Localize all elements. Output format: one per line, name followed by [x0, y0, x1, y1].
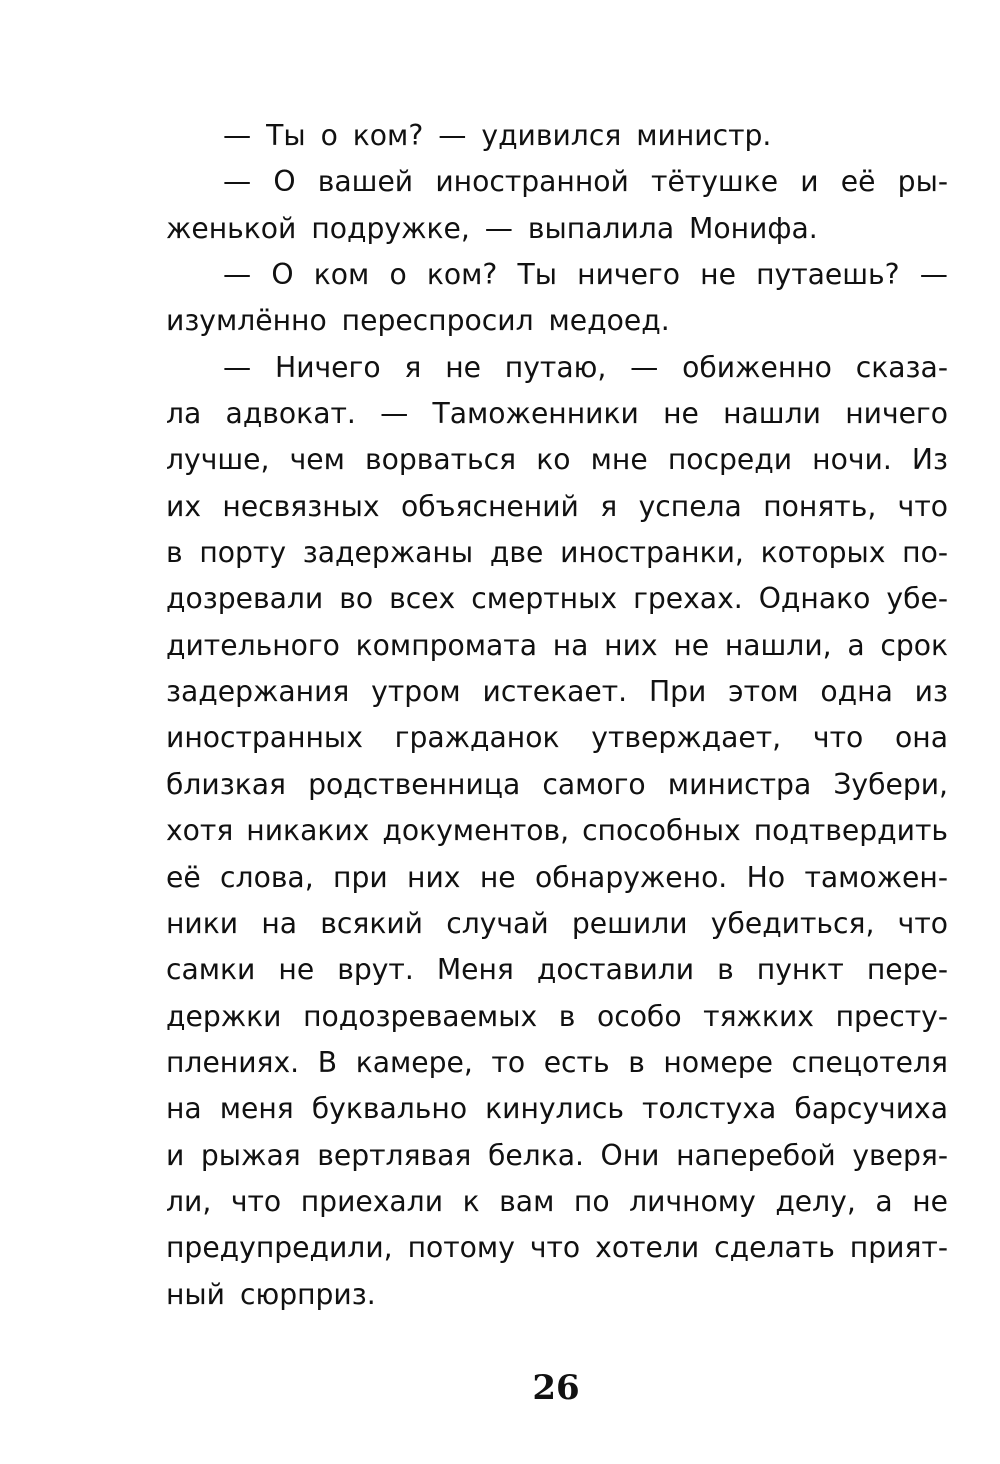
- text-line: лучше, чем ворваться ко мне посреди ночи. Из: [166, 443, 948, 477]
- text-line: ла адвокат. — Таможенники не нашли ничего: [166, 397, 948, 431]
- text-line: изумлённо переспросил медоед.: [166, 304, 670, 338]
- text-line: — Ничего я не путаю, — обиженно сказа-: [223, 350, 948, 384]
- text-line: — Ты о ком? — удивился министр.: [223, 119, 772, 152]
- text-line: плениях. В камере, то есть в номере спецотеля: [166, 1045, 948, 1079]
- text-line: предупредили, потому что хотели сделать прият-: [166, 1231, 948, 1265]
- text-line: ный сюрприз.: [166, 1277, 376, 1311]
- text-line: иностранных гражданок утверждает, что она: [166, 721, 948, 755]
- text-line: — О вашей иностранной тётушке и её ры-: [223, 165, 948, 199]
- text-line: женькой подружке, — выпалила Монифа.: [166, 211, 818, 245]
- body-text: [166, 113, 948, 1318]
- text-line: ли, что приехали к вам по личному делу, а не: [166, 1184, 948, 1218]
- text-line: и рыжая вертлявая белка. Они наперебой уверя-: [166, 1138, 948, 1172]
- text-line: самки не врут. Меня доставили в пункт пере-: [166, 953, 948, 987]
- page-number: 26: [532, 1368, 580, 1408]
- text-line: задержания утром истекает. При этом одна из: [166, 675, 948, 709]
- text-line: — О ком о ком? Ты ничего не путаешь? —: [223, 258, 948, 292]
- text-line: ники на всякий случай решили убедиться, что: [166, 906, 948, 940]
- text-line: её слова, при них не обнаружено. Но таможен-: [166, 860, 948, 894]
- text-line: хотя никаких документов, способных подтвердить: [166, 814, 948, 848]
- text-line: в порту задержаны две иностранки, которых по-: [166, 536, 948, 570]
- text-line: близкая родственница самого министра Зубери,: [166, 767, 948, 801]
- text-line: на меня буквально кинулись толстуха барсучиха: [166, 1092, 948, 1126]
- text-line: дительного компромата на них не нашли, а срок: [166, 628, 948, 662]
- text-line: их несвязных объяснений я успела понять, что: [166, 489, 948, 523]
- text-line: дозревали во всех смертных грехах. Однако убе-: [166, 582, 948, 616]
- text-line: держки подозреваемых в особо тяжких престу-: [166, 999, 948, 1033]
